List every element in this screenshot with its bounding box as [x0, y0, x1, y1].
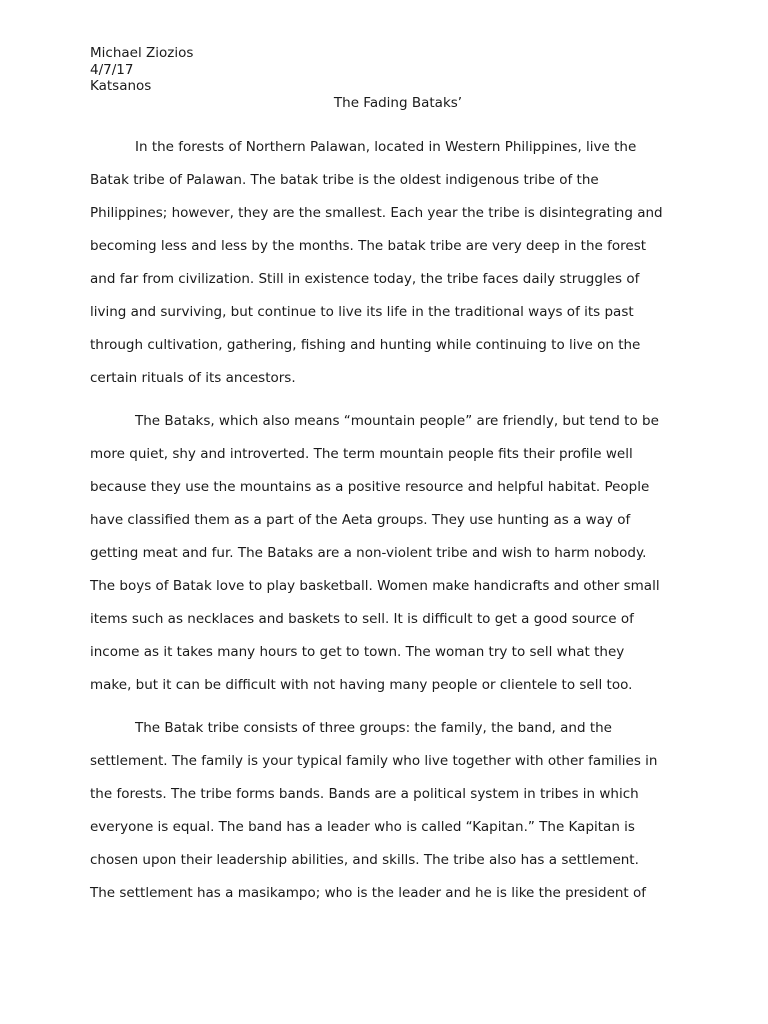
text-line: items such as necklaces and baskets to sell. It is difficult to get a good source of — [90, 611, 634, 627]
text-line: income as it takes many hours to get to town. The woman try to sell what they — [90, 644, 625, 660]
text-line: certain rituals of its ancestors. — [90, 370, 296, 386]
paragraph-1 — [90, 134, 682, 398]
text-line: The Bataks, which also means “mountain people” are friendly, but tend to be — [135, 413, 659, 429]
text-line: becoming less and less by the months. The batak tribe are very deep in the forest — [90, 238, 647, 254]
paragraph-spacing — [90, 398, 682, 408]
paragraph-spacing — [90, 705, 682, 715]
text-line: Batak tribe of Palawan. The batak tribe is the oldest indigenous tribe of the — [90, 172, 599, 188]
author-name: Michael Ziozios — [90, 45, 194, 61]
text-line: getting meat and fur. The Bataks are a non-violent tribe and wish to harm nobody. — [90, 545, 647, 561]
text-line: because they use the mountains as a positive resource and helpful habitat. People — [90, 479, 650, 495]
text-line: The settlement has a masikampo; who is the leader and he is like the president of — [90, 885, 647, 901]
text-line: make, but it can be difficult with not having many people or clientele to sell too. — [90, 677, 633, 693]
document-header — [90, 45, 193, 95]
text-line: and far from civilization. Still in existence today, the tribe faces daily struggles of — [90, 271, 640, 287]
text-line: through cultivation, gathering, fishing and hunting while continuing to live on the — [90, 337, 641, 353]
paragraph-2 — [90, 408, 682, 705]
paragraph-3 — [90, 715, 682, 913]
text-line: Philippines; however, they are the smallest. Each year the tribe is disintegrating and — [90, 205, 663, 221]
text-line: everyone is equal. The band has a leader who is called “Kapitan.” The Kapitan is — [90, 819, 635, 835]
document-title: The Fading Bataks’ — [333, 95, 463, 111]
text-line: living and surviving, but continue to live its life in the traditional ways of its past — [90, 304, 634, 320]
teacher-name: Katsanos — [90, 78, 152, 94]
document-date: 4/7/17 — [90, 61, 134, 78]
text-line: chosen upon their leadership abilities, and skills. The tribe also has a settlement. — [90, 852, 639, 868]
text-line: settlement. The family is your typical family who live together with other families in — [90, 753, 658, 769]
text-line: the forests. The tribe forms bands. Bands are a political system in tribes in which — [90, 786, 639, 802]
text-line: The boys of Batak love to play basketball. Women make handicrafts and other small — [90, 578, 660, 594]
text-line: In the forests of Northern Palawan, located in Western Philippines, live the — [135, 139, 637, 155]
document-body — [90, 134, 682, 913]
text-line: have classified them as a part of the Aeta groups. They use hunting as a way of — [90, 512, 631, 528]
text-line: The Batak tribe consists of three groups: the family, the band, and the — [135, 720, 612, 736]
text-line: more quiet, shy and introverted. The term mountain people fits their profile well — [90, 446, 633, 462]
